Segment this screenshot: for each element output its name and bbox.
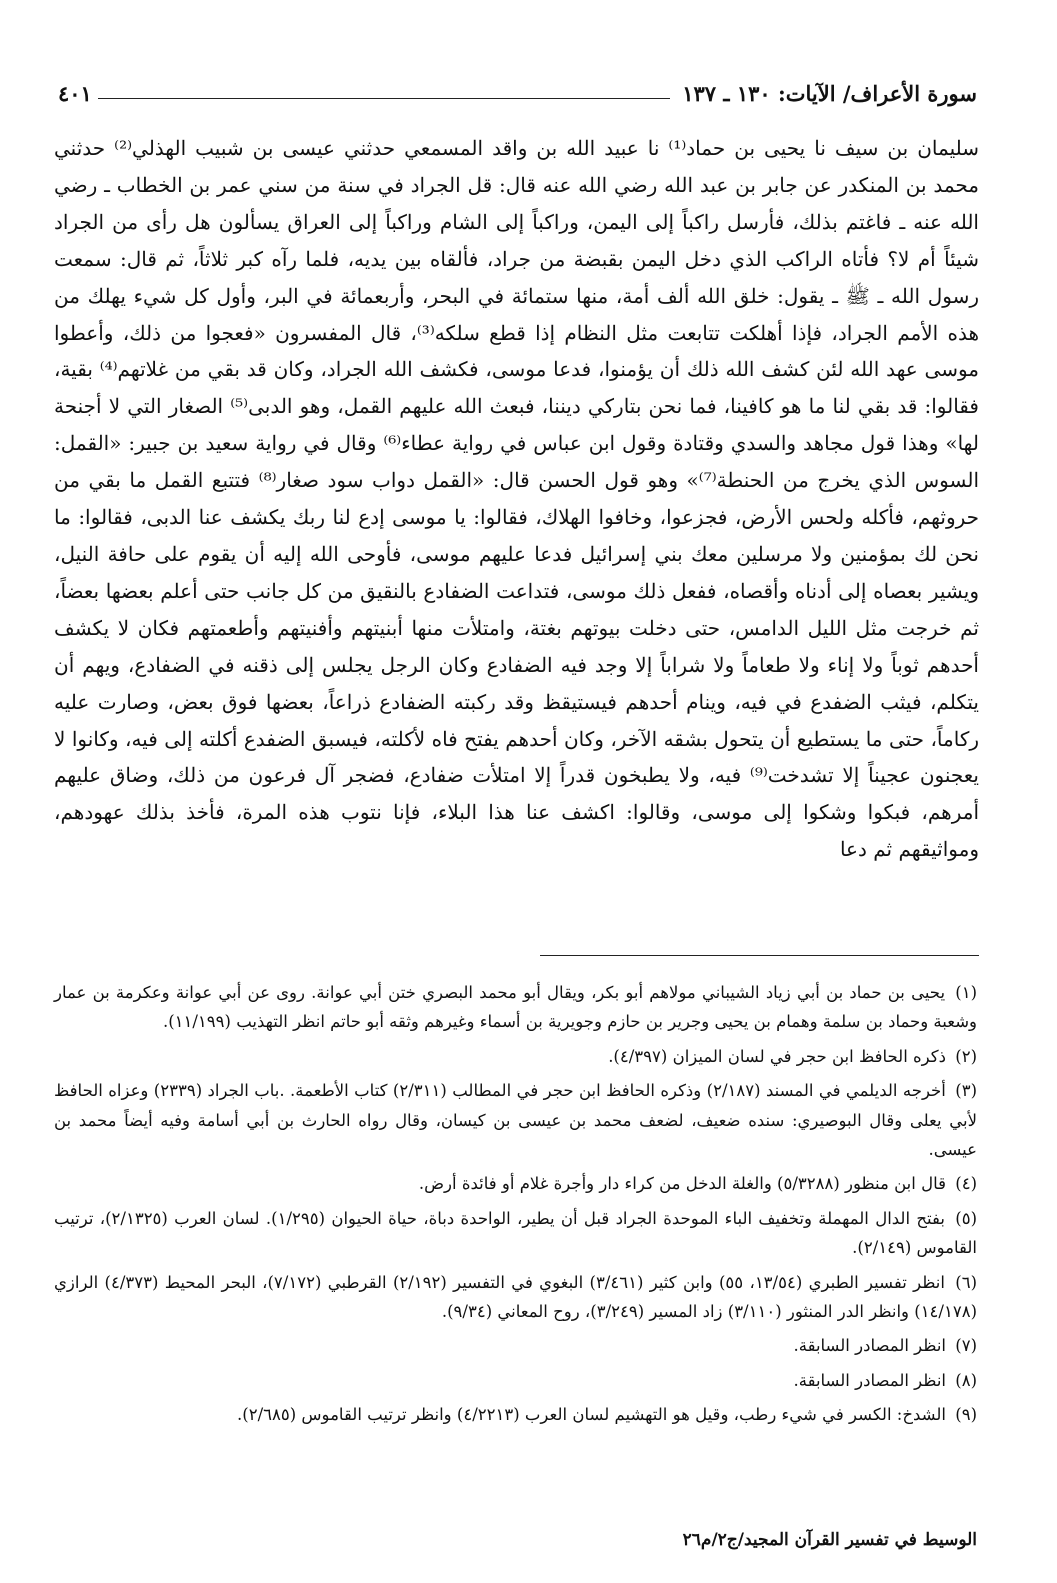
footnote-text: انظر المصادر السابقة. xyxy=(793,1336,946,1356)
footnote-number: (٦) xyxy=(955,1272,978,1292)
signature-mark: الوسيط في تفسير القرآن المجيد/ج٢/م٢٦ xyxy=(682,1530,977,1550)
footnote-text: بفتح الدال المهملة وتخفيف الباء الموحدة الجراد قبل أن يطير، الواحدة دباة، حياة الحيوان (١/٢٩٥). لسان العرب (٢/١٣٢٥)، ترتيب القاموس (٢/١٤٩). xyxy=(54,1208,977,1258)
footnote-3 xyxy=(54,1076,977,1164)
page-number: ٤٠١ xyxy=(58,81,92,106)
footnote-4 xyxy=(54,1169,977,1198)
footnote-8 xyxy=(54,1366,977,1395)
footnotes-section xyxy=(54,978,977,1435)
footnote-number: (٥) xyxy=(955,1208,977,1228)
footnote-divider xyxy=(540,955,979,956)
footnote-text: ذكره الحافظ ابن حجر في لسان الميزان (٤/٣٩٧). xyxy=(608,1046,946,1066)
surah-title: سورة الأعراف/ الآيات: ١٣٠ ـ ١٣٧ xyxy=(682,81,977,106)
footnote-7 xyxy=(54,1331,977,1360)
footnote-number: (٢) xyxy=(955,1046,977,1066)
footnote-text: يحيى بن حماد بن أبي زياد الشيباني مولاهم أبو بكر، ويقال أبو محمد البصري ختن أبي عوانة. روى عن أبي عوانة وعكرمة بن عمار وشعبة وحماد بن سلمة وهمام بن يحيى وجرير بن حازم وجويرية بن أسماء وغيرهم وثقه أبو حاتم انظر التهذيب (١١/١٩٩). xyxy=(54,983,977,1032)
footnote-1 xyxy=(54,978,977,1037)
footnote-number: (٩) xyxy=(955,1405,977,1425)
main-text-body xyxy=(54,130,979,868)
footnote-text: انظر المصادر السابقة. xyxy=(793,1370,946,1390)
footnote-6 xyxy=(54,1268,977,1327)
footnote-text: الشدخ: الكسر في شيء رطب، وقيل هو التهشيم لسان العرب (٤/٢٢١٣) وانظر ترتيب القاموس (٢/٦٨٥). xyxy=(237,1405,946,1425)
main-paragraph: سليمان بن سيف نا يحيى بن حماد⁽¹⁾ نا عبيد الله بن واقد المسمعي حدثني عيسى بن شبيب الهذلي⁽²⁾ حدثني محمد بن المنكدر عن جابر بن عبد الله رضي الله عنه قال: قل الجراد في سنة من سني عمر بن الخطاب ـ رضي الله عنه ـ فاغتم بذلك، فأرسل راكباً إلى اليمن، وراكباً إلى الشام وراكباً إلى العراق يسألون هل رأى من الجراد شيئاً أم لا؟ فأتاه الراكب الذي دخل اليمن بقبضة من جراد، فألقاه بين يديه، فلما رآه كبر ثلاثاً، ثم قال: سمعت رسول الله ـ ﷺ ـ يقول: خلق الله ألف أمة، منها ستمائة في البحر، وأربعمائة في البر، وأول كل شيء يهلك من هذه الأمم الجراد، فإذا أهلكت تتابعت مثل النظام إذا قطع سلكه⁽³⁾، قال المفسرون «فعجوا من ذلك، وأعطوا موسى عهد الله لئن كشف الله ذلك أن يؤمنوا، فدعا موسى، فكشف الله الجراد، وكان قد بقي من غلاتهم⁽⁴⁾ بقية، فقالوا: قد بقي لنا ما هو كافينا، فما نحن بتاركي ديننا، فبعث الله عليهم القمل، وهو الدبى⁽⁵⁾ الصغار التي لا أجنحة لها» وهذا قول مجاهد والسدي وقتادة وقول ابن عباس في رواية عطاء⁽⁶⁾ وقال في رواية سعيد بن جبير: «القمل: السوس الذي يخرج من الحنطة⁽⁷⁾» وهو قول الحسن قال: «القمل دواب سود صغار⁽⁸⁾ فتتبع القمل ما بقي من حروثهم، فأكله ولحس الأرض، فجزعوا، وخافوا الهلاك، فقالوا: يا موسى إدع لنا ربك يكشف عنا الدبى، فقالوا: ما نحن لك بمؤمنين ولا مرسلين معك بني إسرائيل فدعا عليهم موسى، فأوحى الله إليه أن يقوم على حافة النيل، ويشير بعصاه إلى أدناه وأقصاه، ففعل ذلك موسى، فتداعت الضفادع بالنقيق من كل جانب حتى أعلم بعضها بعضاً، ثم خرجت مثل الليل الدامس، حتى دخلت بيوتهم بغتة، وامتلأت منها أبنيتهم وأفنيتهم وأطعمتهم فكان لا يكشف أحدهم ثوباً ولا إناء ولا طعاماً ولا شراباً إلا وجد فيه الضفادع وكان الرجل يجلس إلى ذقنه في الضفادع، ويهم أن يتكلم، فيثب الضفدع في فيه، وينام أحدهم فيستيقظ وقد ركبته الضفادع ذراعاً، بعضها فوق بعض، وصارت عليه ركاماً، حتى ما يستطيع أن يتحول بشقه الآخر، وكان أحدهم يفتح فاه لأكلته، فيسبق الضفدع أكلته إلى فيه، وكانوا لا يعجنون عجيناً إلا تشدخت⁽⁹⁾ فيه، ولا يطبخون قدراً إلا امتلأت ضفادع، فضجر آل فرعون من ذلك، وضاق عليهم أمرهم، فبكوا وشكوا إلى موسى، وقالوا: اكشف عنا هذا البلاء، فإنا نتوب هذه المرة، فأخذ بذلك عهودهم، ومواثيقهم ثم دعا xyxy=(54,136,980,862)
footnote-number: (٣) xyxy=(955,1081,978,1101)
footnote-5 xyxy=(54,1204,977,1263)
footnote-9 xyxy=(54,1400,977,1429)
page-header xyxy=(58,72,977,106)
footnote-number: (٧) xyxy=(955,1336,977,1356)
footnote-text: قال ابن منظور (٥/٣٢٨٨) والغلة الدخل من كراء دار وأجرة غلام أو فائدة أرض. xyxy=(418,1174,946,1194)
footnote-2 xyxy=(54,1042,977,1071)
header-rule xyxy=(98,98,670,99)
footnote-text: انظر تفسير الطبري (١٣/٥٤، ٥٥) وابن كثير (٣/٤٦١) البغوي في التفسير (٢/١٩٢) القرطبي (٧/١٧٢)، البحر المحيط (٤/٣٧٣) الرازي (١٤/١٧٨) وانظر الدر المنثور (٣/١١٠) زاد المسير (٣/٢٤٩)، روح المعاني (٩/٣٤). xyxy=(54,1272,977,1322)
footnote-text: أخرجه الديلمي في المسند (٢/١٨٧) وذكره الحافظ ابن حجر في المطالب (٢/٣١١) كتاب الأطعمة. .باب الجراد (٢٣٣٩) وعزاه الحافظ لأبي يعلى وقال البوصيري: سنده ضعيف، لضعف محمد بن عيسى بن كيسان، وقال رواه الحارث بن أبي أسامة وفيه أيضاً محمد بن عيسى. xyxy=(54,1081,977,1160)
footnote-number: (١) xyxy=(955,983,977,1002)
footnote-number: (٤) xyxy=(955,1174,977,1194)
footnote-number: (٨) xyxy=(955,1370,977,1390)
